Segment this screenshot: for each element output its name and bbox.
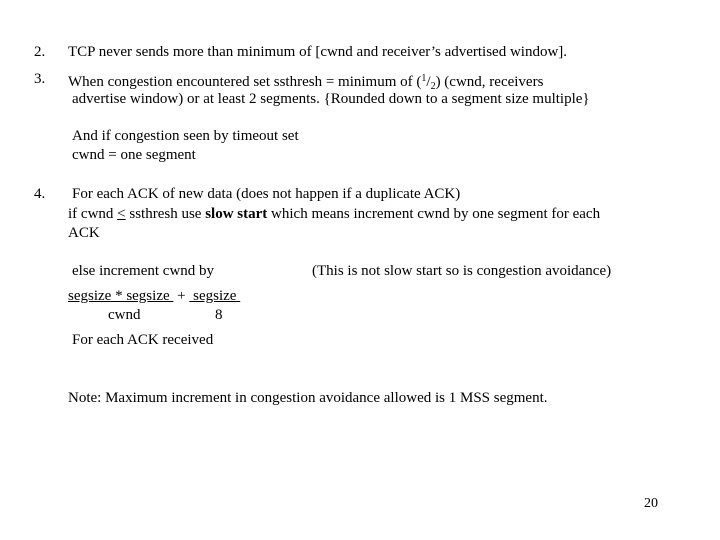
formula-denominator-cwnd: cwnd <box>108 307 141 323</box>
item-4-line-3: ACK <box>68 225 100 241</box>
congestion-avoidance-note: (This is not slow start so is congestion avoidance) <box>312 263 612 279</box>
formula-numerator: segsize * segsize + segsize <box>68 288 241 304</box>
item-4-line-1: For each ACK of new data (does not happen if a duplicate ACK) <box>72 186 461 202</box>
item-4-line-2: if cwnd < ssthresh use slow start which means increment cwnd by one segment for each <box>68 206 601 222</box>
slow-start-term: slow start <box>205 206 268 222</box>
item-3-line-3: And if congestion seen by timeout set <box>72 128 299 144</box>
else-increment-text: else increment cwnd by <box>72 263 215 279</box>
page-number: 20 <box>644 496 658 511</box>
mss-note: Note: Maximum increment in congestion avoidance allowed is 1 MSS segment. <box>68 390 548 406</box>
item-3-line-1: When congestion encountered set ssthresh = minimum of $(^1/_2)$ (cwnd, receivers <box>68 73 544 92</box>
formula-denominator-8: 8 <box>215 307 223 323</box>
item-3-line-4: cwnd = one segment <box>72 147 196 163</box>
item-2-number: 2. <box>34 44 46 60</box>
less-or-equal-sign: < <box>117 206 126 222</box>
item-4-number: 4. <box>34 186 46 202</box>
item-2-text: TCP never sends more than minimum of [cwnd and receiver’s advertised window]. <box>68 44 568 60</box>
item-3-number: 3. <box>34 71 46 87</box>
item-3-line-2: advertise window) or at least 2 segments. {Rounded down to a segment size multiple} <box>72 91 590 107</box>
per-ack-text: For each ACK received <box>72 332 214 348</box>
